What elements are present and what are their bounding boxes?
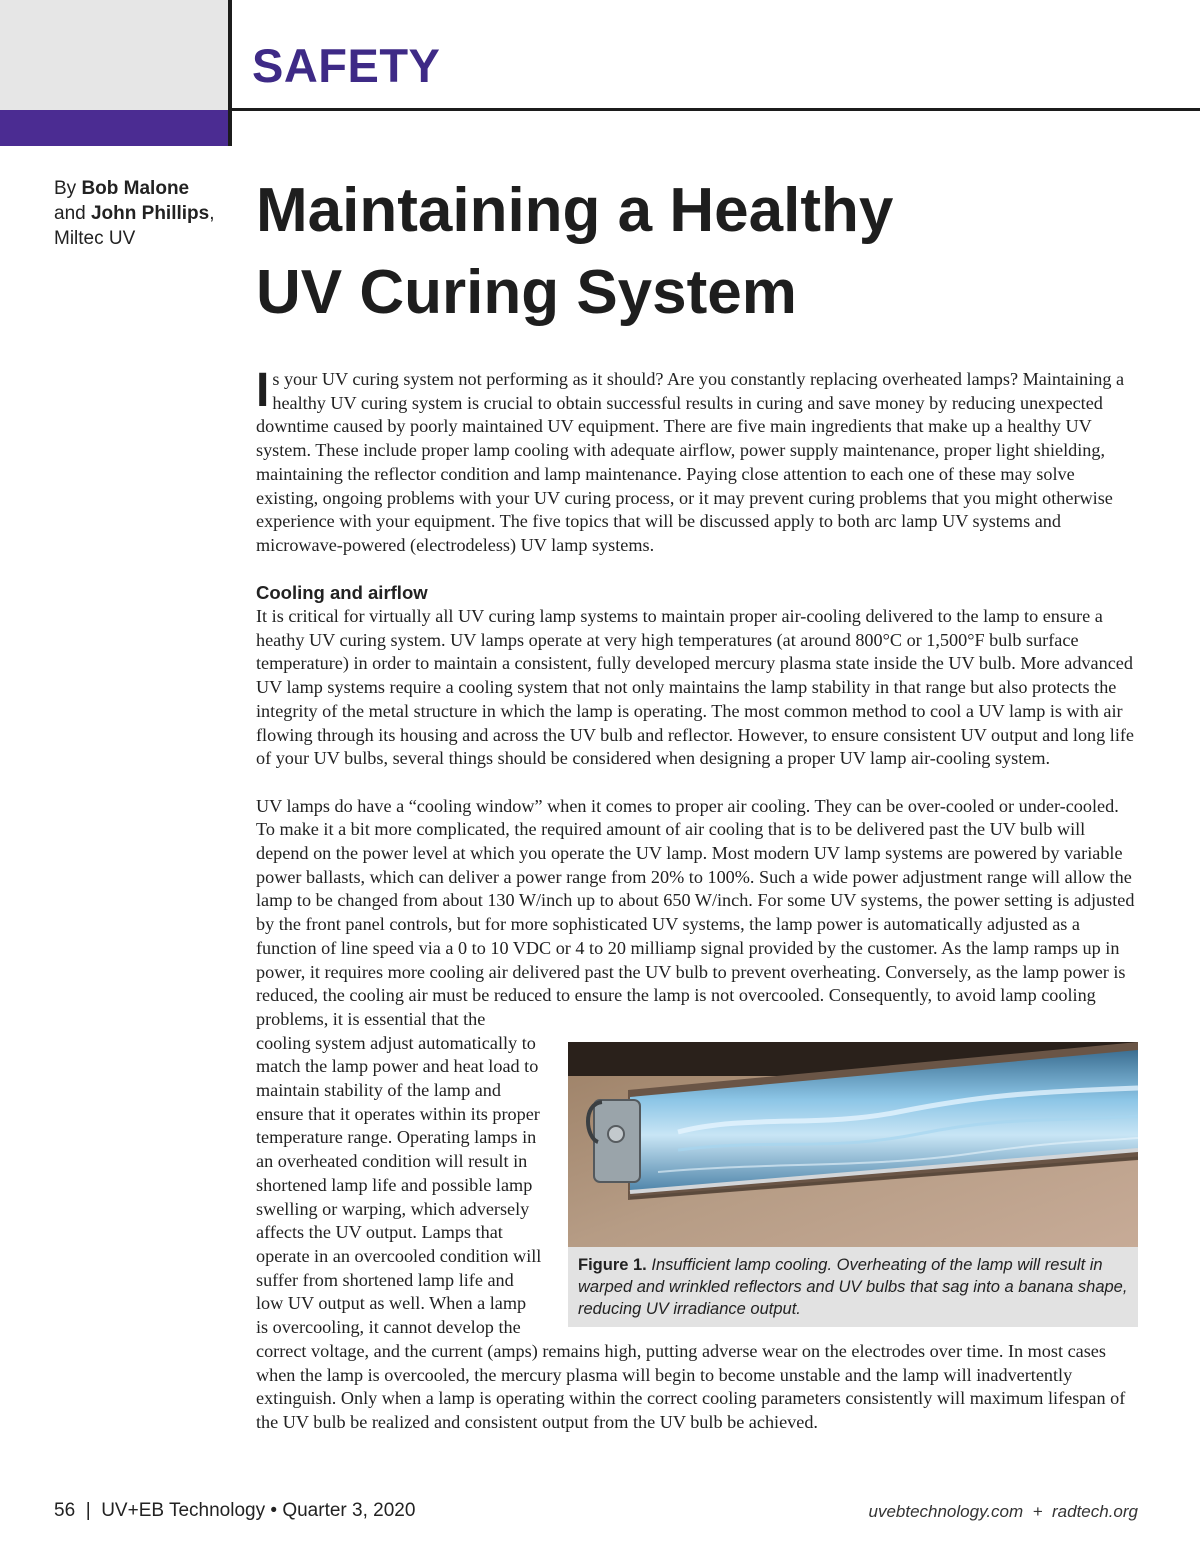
author-affiliation: Miltec UV: [54, 228, 136, 249]
paragraph-gap: [256, 558, 1138, 582]
byline: [54, 176, 234, 251]
figure-label: Figure 1.: [578, 1255, 647, 1274]
page-footer-right: [868, 1502, 1138, 1522]
section-header-box: [0, 0, 228, 110]
title-line: UV Curing System: [256, 258, 797, 327]
body-paragraph: cooling system adjust automatically to match the lamp power and heat load to maintain stability of the lamp and ensure that it operates within its proper temperature range. Operating lamps in an overheated condition will result in shortened lamp life and possible lamp swelling or warping, which adversely affects the UV output. Lamps that operate in an overcooled condition will suffer from shortened lamp life and low UV output as well. When a lamp is overcooling, it cannot develop the correct voltage, and the current (amps) remains high, putting adverse wear on the electrodes over time. In most cases when the lamp is overcooled, the mercury plasma will begin to become unstable and the lamp will inadvertently extinguish. Only when a lamp is operating within the correct cooling parameters consistently will maximum lifespan of the UV bulb be realized and consistent output from the UV bulb be achieved.: [256, 1032, 1126, 1432]
figure-caption-text: Insufficient lamp cooling. Overheating of the lamp will result in warped and wrinkled reflectors and UV bulbs that sag into a banana shape, reducing UV irradiance output.: [578, 1255, 1128, 1318]
footer-bullet: •: [270, 1500, 278, 1521]
figure-1: [568, 1042, 1138, 1327]
byline-and: and: [54, 203, 91, 224]
section-color-bar: [0, 110, 228, 146]
website-link[interactable]: radtech.org: [1052, 1502, 1138, 1521]
issue-date: Quarter 3, 2020: [282, 1500, 416, 1521]
intro-text: s your UV curing system not performing as it should? Are you constantly replacing overheated lamps? Maintaining a healthy UV curing system is crucial to obtain successful results in curing and save money by reducing unexpected downtime caused by poorly maintained UV equipment. There are five main ingredients that make up a healthy UV system. These include proper lamp cooling with adequate airflow, power supply maintenance, proper light shielding, maintaining the reflector condition and lamp maintenance. Paying close attention to each one of these may solve existing, ongoing problems with your UV curing process, or it may prevent curing problems that you might otherwise experience with your equipment. The five topics that will be discussed apply to both arc lamp UV systems and microwave-powered (electrodeless) UV lamp systems.: [256, 369, 1125, 555]
section-divider-vertical: [228, 0, 232, 146]
page-number: 56: [54, 1500, 76, 1521]
footer-separator: |: [85, 1500, 91, 1521]
body-paragraph: UV lamps do have a “cooling window” when it comes to proper air cooling. They can be over-cooled or under-cooled. To make it a bit more complicated, the required amount of air cooling that is to be delivered past the UV bulb will depend on the power level at which you operate the UV lamp. Most modern UV lamp systems are powered by variable power ballasts, which can deliver a power range from 20% to 100%. Such a wide power adjustment range will allow the lamp to be changed from about 130 W/inch up to about 650 W/inch. For some UV systems, the power setting is adjusted by the front panel controls, but for more sophisticated UV systems, the lamp power is automatically adjusted as a function of line speed via a 0 to 10 VDC or 4 to 20 milliamp signal provided by the customer. As the lamp ramps up in power, it requires more cooling air delivered past the UV bulb to prevent overheating. Conversely, as the lamp power is reduced, the cooling air must be reduced to ensure the lamp is not overcooled. Consequently, to avoid lamp cooling problems, it is essential that the: [256, 795, 1135, 1029]
section-label: SAFETY: [252, 39, 441, 92]
publication-name: UV+EB Technology: [101, 1500, 266, 1521]
page-footer-left: [54, 1500, 415, 1522]
paragraph-gap: [256, 771, 1138, 795]
website-link[interactable]: uvebtechnology.com: [868, 1502, 1024, 1521]
article-title: [256, 170, 1176, 334]
body-paragraph: It is critical for virtually all UV curing lamp systems to maintain proper air-cooling delivered to the lamp to ensure a heathy UV curing system. UV lamps operate at very high temperatures (at around 800°C or 1,500°F bulb surface temperature) in order to maintain a consistent, fully developed mercury plasma state inside the UV bulb. More advanced UV lamp systems require a cooling system that not only maintains the lamp stability in that range but also protects the integrity of the metal structure in which the lamp is operating. The most common method to cool a UV lamp is with air flowing through its housing and across the UV bulb and reflector. However, to ensure consistent UV output and long life of your UV bulbs, several things should be considered when designing a proper UV lamp air-cooling system.: [256, 606, 1135, 769]
intro-paragraph: [256, 364, 1138, 558]
footer-plus: +: [1032, 1502, 1043, 1521]
article-body: [256, 364, 1138, 1435]
section-heading: Cooling and airflow: [256, 582, 428, 604]
lamp-photo: [568, 1042, 1138, 1247]
figure-caption: [568, 1247, 1138, 1327]
drop-cap: I: [256, 364, 270, 417]
author-name: Bob Malone: [81, 178, 190, 199]
byline-comma: ,: [209, 203, 215, 224]
title-line: Maintaining a Healthy: [256, 176, 894, 245]
author-name: John Phillips: [90, 203, 210, 224]
byline-by: By: [54, 178, 82, 199]
section-divider-horizontal: [232, 108, 1200, 111]
